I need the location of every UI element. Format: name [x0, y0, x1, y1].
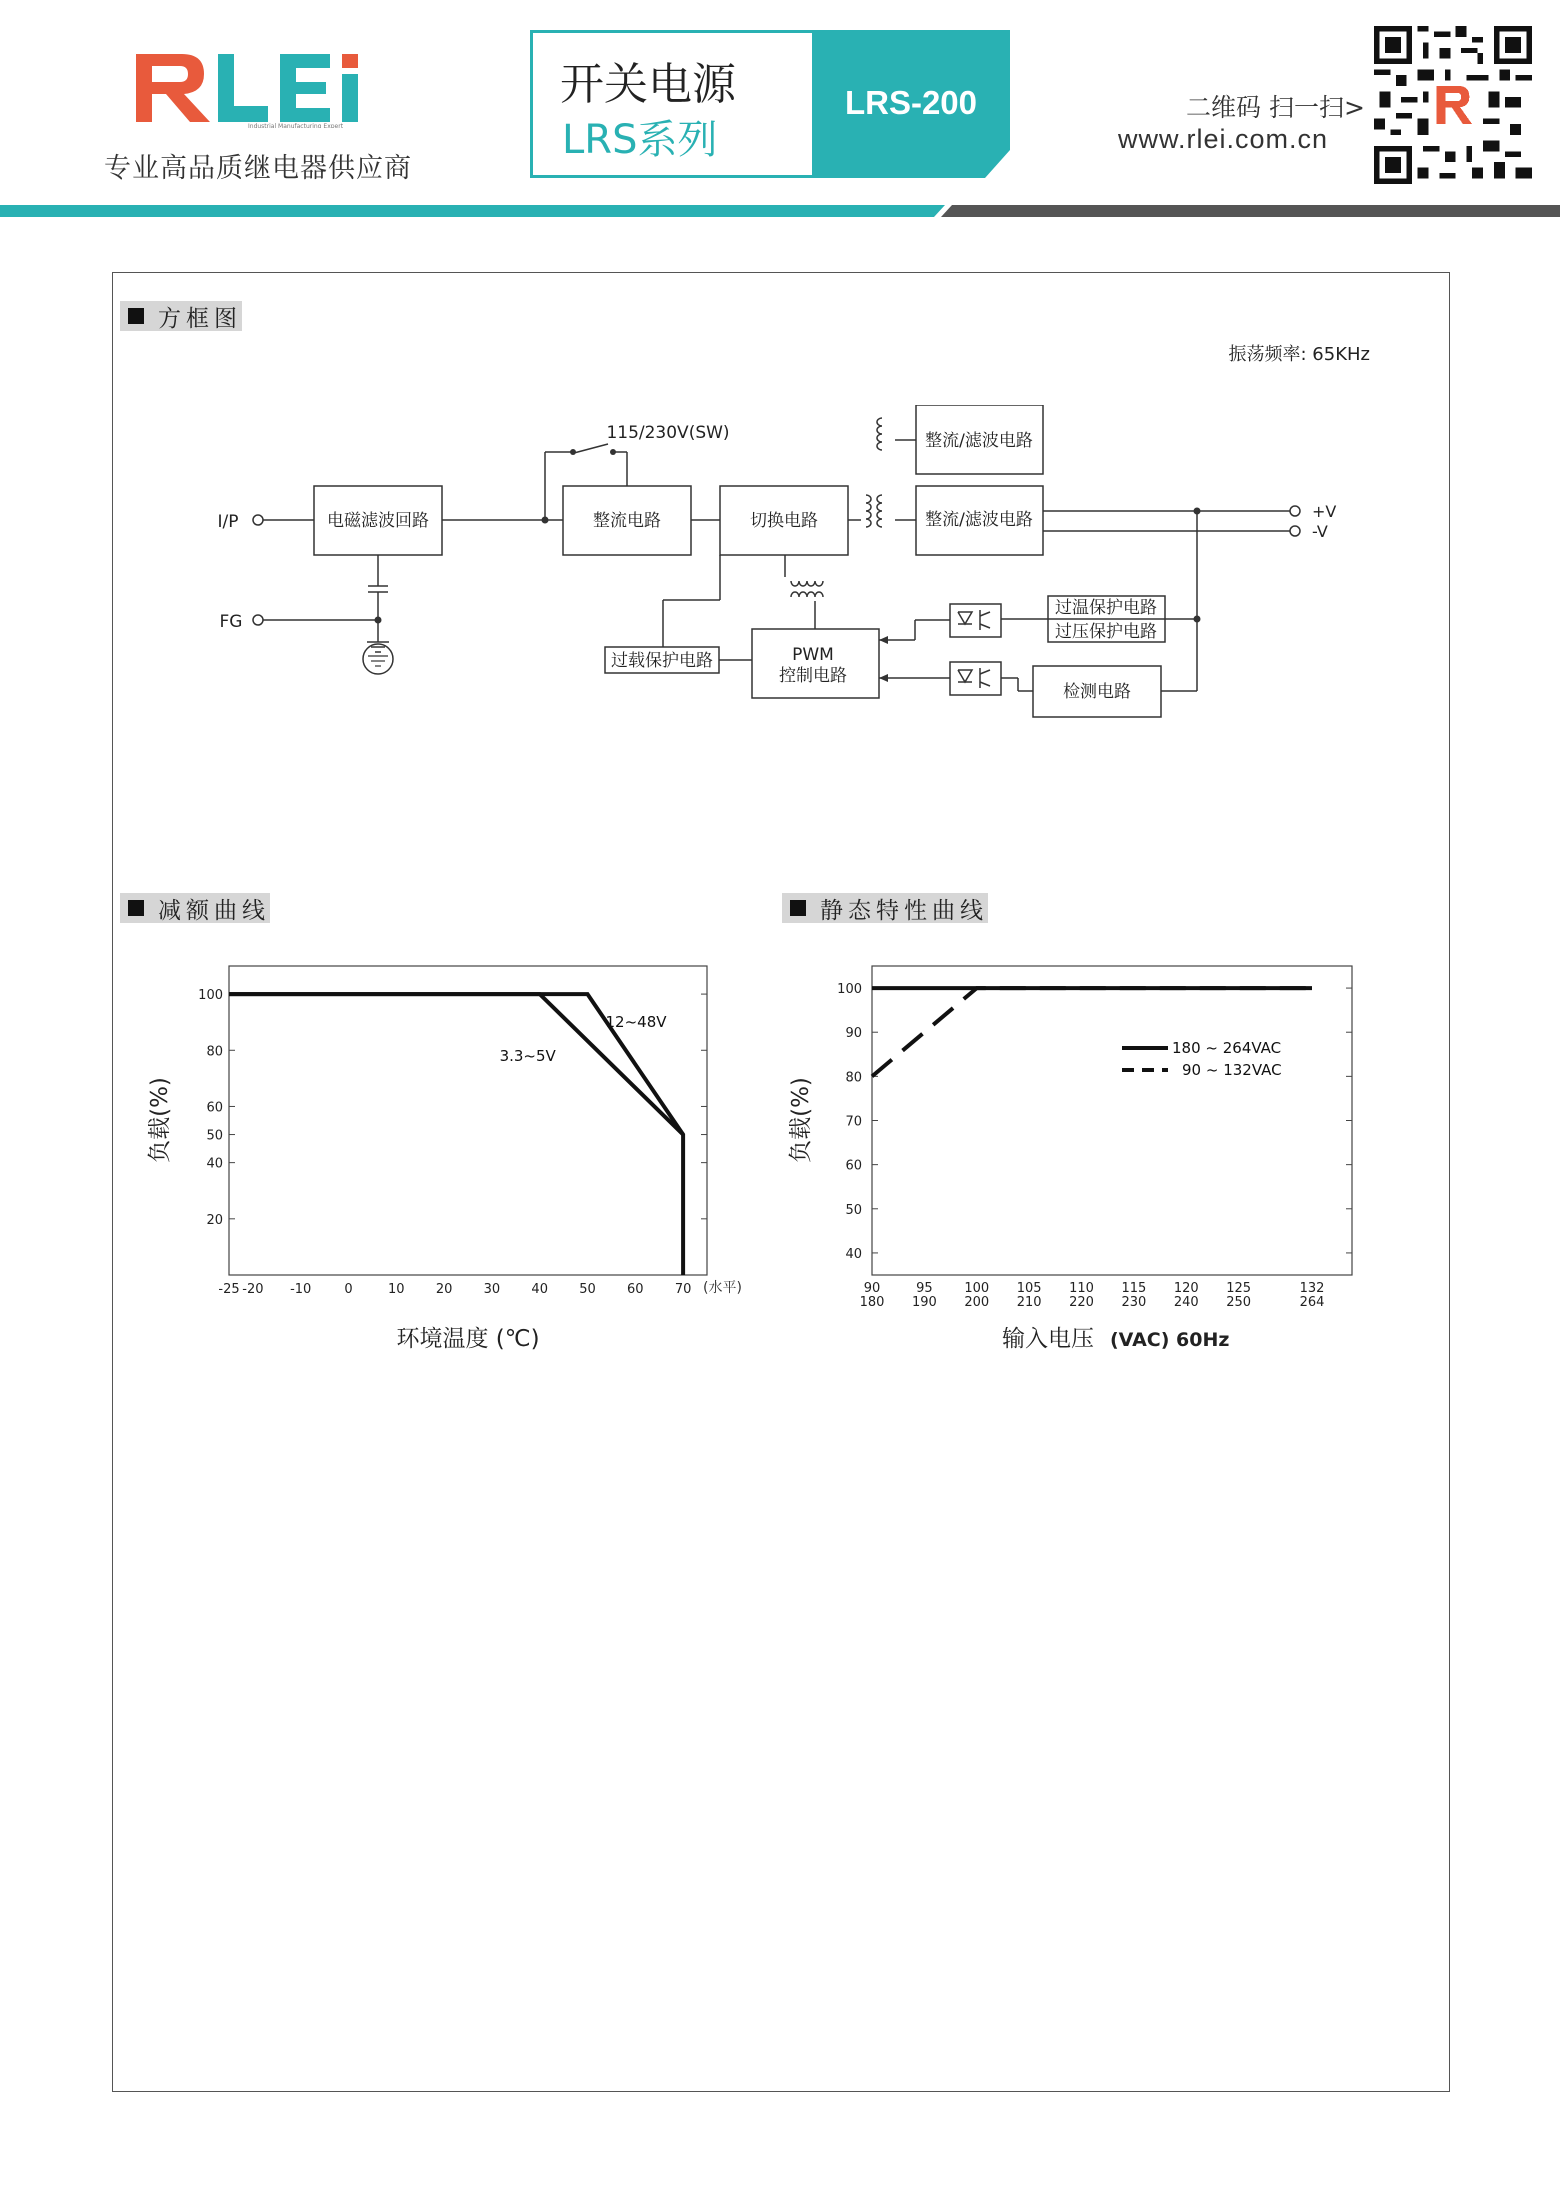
rect-filter-label: 整流/滤波电路 [925, 510, 1033, 530]
overload-label: 过载保护电路 [611, 651, 713, 671]
x-tick-label: 125 [1226, 1281, 1252, 1296]
x-tick-label-alt: 230 [1121, 1295, 1147, 1310]
section-square-icon [128, 900, 144, 916]
x-tick-label: 95 [916, 1281, 933, 1296]
x-tick-label: 0 [344, 1282, 353, 1297]
block-diagram [200, 405, 1350, 735]
y-tick-label: 50 [845, 1202, 862, 1218]
x-tick-label-alt: 190 [911, 1295, 937, 1310]
x-axis-title-en: (VAC) 60Hz [1110, 1329, 1230, 1351]
header-rule [0, 205, 1560, 217]
x-tick-label: 20 [435, 1282, 453, 1297]
x-tick-label-alt: 180 [859, 1295, 885, 1310]
fg-label: FG [219, 612, 243, 632]
input-label: I/P [217, 512, 239, 532]
section-header-derating [120, 893, 270, 923]
y-tick-label: 100 [198, 988, 223, 1004]
product-title: 开关电源 [560, 59, 736, 110]
x-tick-label-alt: 200 [964, 1295, 990, 1310]
x-tick-label-alt: 264 [1299, 1295, 1325, 1310]
x-tick-label: 120 [1173, 1281, 1199, 1296]
website-link[interactable]: www.rlei.com.cn [1118, 124, 1329, 154]
legend-label: 90 ~ 132VAC [1182, 1061, 1282, 1079]
section-square-icon [790, 900, 806, 916]
otp-label: 过温保护电路 [1055, 598, 1157, 618]
brand-logo [130, 48, 390, 128]
detection-label: 检测电路 [1063, 682, 1131, 702]
x-tick-label: -20 [242, 1282, 264, 1297]
x-tick-label-alt: 210 [1016, 1295, 1042, 1310]
x-tick-label: 110 [1069, 1281, 1094, 1296]
y-tick-label: 60 [206, 1100, 223, 1116]
y-tick-label: 60 [845, 1158, 862, 1174]
x-tick-label: 105 [1016, 1281, 1042, 1296]
y-tick-label: 20 [206, 1212, 223, 1228]
product-series: LRS系列 [562, 117, 718, 163]
x-tick-label: 10 [388, 1282, 405, 1297]
logo-small-text: Industrial Manufacturing Expert [248, 123, 344, 128]
section-square-icon [128, 308, 144, 324]
qr-hint: 二维码 扫一扫> [1186, 93, 1365, 122]
y-tick-label: 70 [845, 1114, 862, 1130]
section-title: 方框图 [158, 305, 242, 332]
x-tick-label: 100 [964, 1281, 990, 1296]
output-negative-label: -V [1312, 522, 1328, 541]
x-tick-label: 40 [531, 1282, 548, 1297]
x-tick-label: 50 [579, 1282, 596, 1297]
oscillation-frequency: 振荡频率: 65KHz [1228, 344, 1370, 365]
section-header-block-diagram [120, 301, 242, 331]
x-tick-label: 70 [674, 1282, 692, 1297]
y-tick-label: 80 [845, 1070, 862, 1086]
x-tick-label: -25 [218, 1282, 240, 1297]
y-axis-title: 负载(%) [147, 1077, 173, 1163]
series-label: 12~48V [605, 1013, 667, 1032]
section-header-static [782, 893, 988, 923]
y-tick-label: 80 [206, 1044, 223, 1060]
qr-code[interactable] [1374, 26, 1532, 184]
x-tick-label-alt: 250 [1226, 1295, 1252, 1310]
section-title: 减额曲线 [158, 897, 270, 924]
y-tick-label: 90 [845, 1026, 862, 1042]
switching-label: 切换电路 [750, 511, 818, 531]
emi-label: 电磁滤波回路 [327, 511, 429, 531]
x-tick-label: 60 [627, 1282, 644, 1297]
pwm-label: PWM [792, 645, 834, 665]
derating-chart [130, 950, 760, 1370]
x-tick-label: 132 [1299, 1281, 1325, 1296]
tagline: 专业高品质继电器供应商 [104, 153, 412, 184]
series-line [229, 994, 683, 1275]
optocoupler-2 [950, 662, 1001, 695]
x-axis-title: 环境温度 (℃) [396, 1326, 540, 1352]
switch-label: 115/230V(SW) [606, 423, 730, 443]
plot-frame [872, 966, 1352, 1275]
model-number: LRS-200 [844, 84, 978, 121]
rectifier-label: 整流电路 [593, 511, 661, 531]
x-tick-label-alt: 240 [1173, 1295, 1199, 1310]
y-tick-label: 50 [206, 1128, 223, 1144]
x-unit-note: (水平) [703, 1280, 742, 1296]
y-axis-title: 负载(%) [788, 1077, 814, 1163]
rect-filter-top-label: 整流/滤波电路 [925, 431, 1033, 451]
x-tick-label: -10 [290, 1282, 312, 1297]
y-tick-label: 100 [837, 982, 862, 998]
legend-label: 180 ~ 264VAC [1172, 1039, 1282, 1057]
x-tick-label: 30 [483, 1282, 501, 1297]
x-tick-label: 90 [863, 1281, 881, 1296]
optocoupler-1 [950, 604, 1001, 637]
y-tick-label: 40 [206, 1156, 223, 1172]
x-axis-title-cn: 输入电压 [1002, 1326, 1094, 1352]
section-title: 静态特性曲线 [820, 897, 988, 924]
y-tick-label: 40 [845, 1246, 862, 1262]
ovp-label: 过压保护电路 [1055, 622, 1157, 642]
corner-fold [985, 150, 1010, 178]
output-positive-label: +V [1312, 502, 1337, 521]
series-label: 3.3~5V [499, 1047, 556, 1066]
pwm-control-label: 控制电路 [779, 666, 847, 686]
x-tick-label: 115 [1121, 1281, 1147, 1296]
x-tick-label-alt: 220 [1069, 1295, 1094, 1310]
static-characteristics-chart [770, 950, 1370, 1370]
